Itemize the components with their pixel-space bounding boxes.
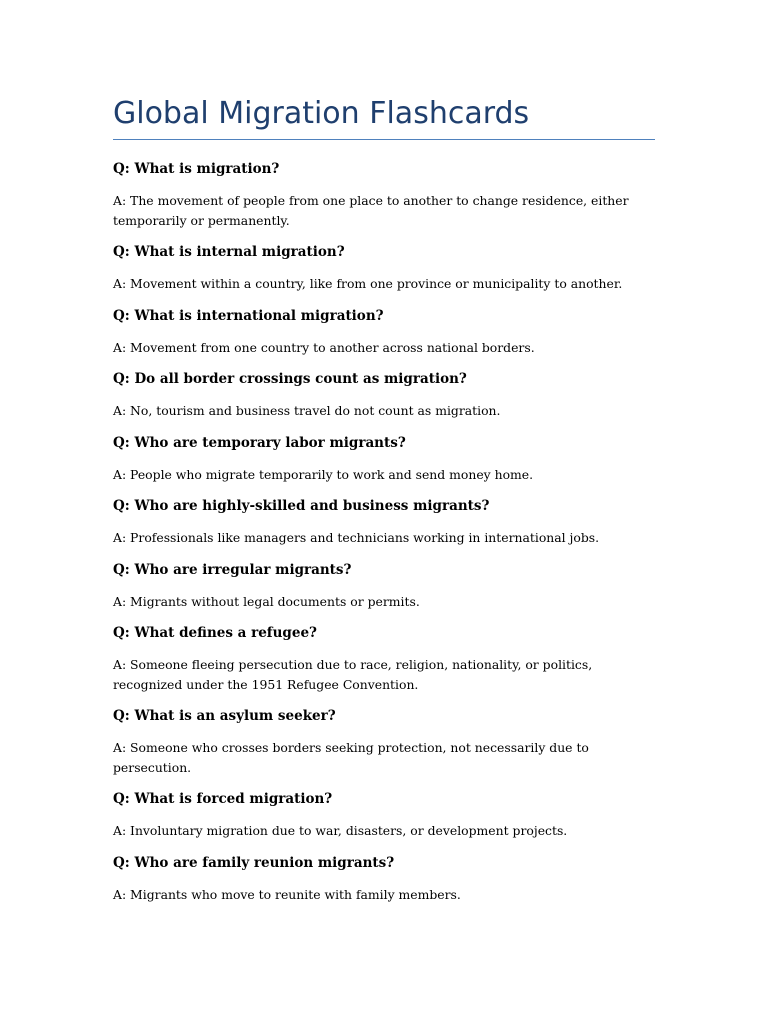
flashcard-question: Q: Do all border crossings count as migration? (113, 371, 467, 387)
flashcard-answer: A: Someone who crosses borders seeking protection, not necessarily due to persecution. (113, 740, 589, 775)
flashcard (113, 241, 655, 294)
flashcard (113, 495, 655, 548)
document-title: Global Migration Flashcards (113, 96, 530, 131)
flashcard (113, 559, 655, 612)
flashcard-question: Q: Who are family reunion migrants? (113, 854, 395, 871)
flashcard (113, 432, 655, 485)
flashcard-answer: A: Involuntary migration due to war, disasters, or development projects. (113, 823, 568, 838)
flashcard-list (113, 158, 655, 915)
flashcard-question: Q: What is international migration? (113, 307, 384, 324)
flashcard-answer: A: Migrants without legal documents or permits. (113, 593, 420, 609)
flashcard-answer: A: Movement from one country to another across national borders. (113, 339, 535, 355)
flashcard-answer: A: Professionals like managers and technicians working in international jobs. (113, 530, 600, 545)
flashcard-answer: A: Movement within a country, like from one province or municipality to another. (113, 276, 623, 291)
flashcard (113, 158, 655, 230)
flashcard (113, 305, 655, 358)
flashcard (113, 622, 655, 694)
flashcard (113, 705, 655, 777)
flashcard-question: Q: Who are highly-skilled and business migrants? (113, 498, 490, 514)
flashcard (113, 852, 655, 905)
flashcard-answer: A: No, tourism and business travel do not count as migration. (113, 403, 501, 418)
flashcard-question: Q: Who are irregular migrants? (113, 561, 352, 578)
flashcard-question: Q: What is an asylum seeker? (113, 708, 336, 724)
flashcard-question: Q: Who are temporary labor migrants? (113, 434, 406, 451)
flashcard-answer: A: Someone fleeing persecution due to race, religion, nationality, or politics, recognized under the 1951 Refugee Convention. (113, 657, 593, 692)
flashcard (113, 788, 655, 841)
flashcard-answer: A: The movement of people from one place to another to change residence, either temporarily or permanently. (113, 193, 629, 228)
title-underline (113, 139, 655, 140)
flashcard-answer: A: People who migrate temporarily to work and send money home. (113, 466, 534, 482)
flashcard (113, 368, 655, 421)
flashcard-question: Q: What is migration? (113, 161, 280, 177)
flashcard-question: Q: What defines a refugee? (113, 625, 317, 641)
flashcard-question: Q: What is forced migration? (113, 791, 333, 807)
flashcard-question: Q: What is internal migration? (113, 244, 345, 260)
flashcard-answer: A: Migrants who move to reunite with family members. (113, 886, 461, 902)
